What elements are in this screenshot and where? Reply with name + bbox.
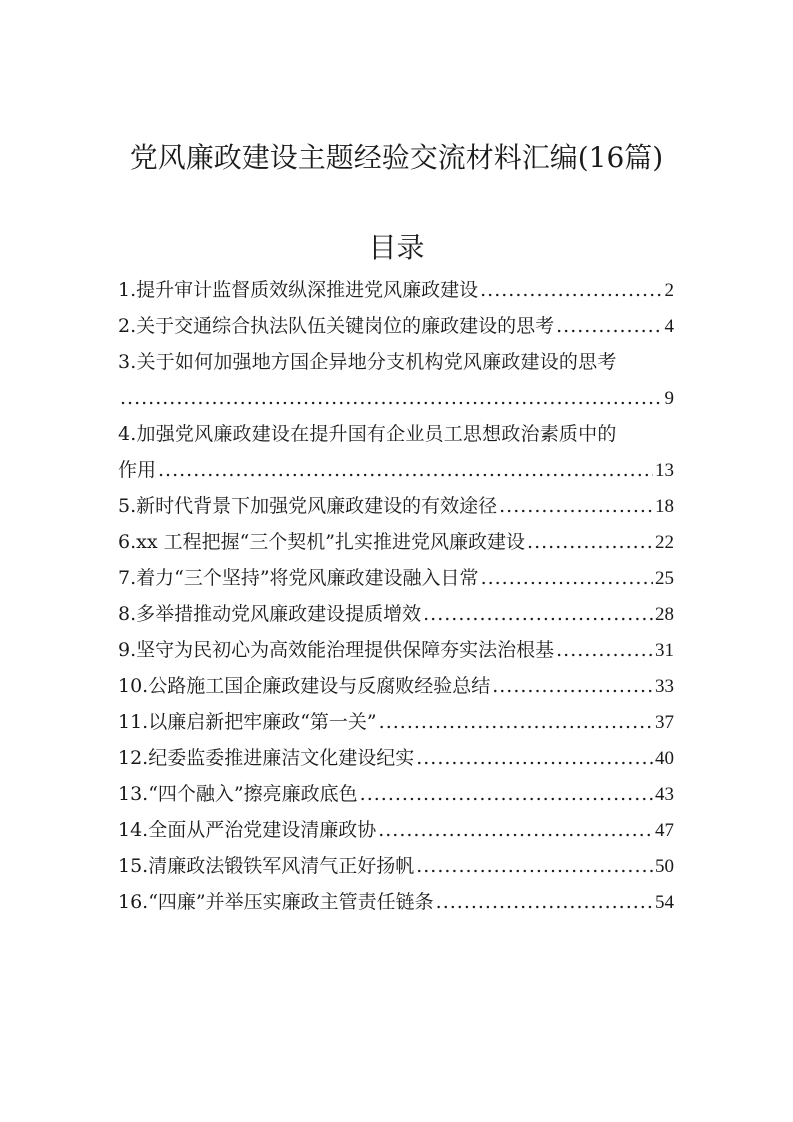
dot-leader (378, 812, 653, 848)
dot-leader (499, 488, 653, 524)
toc-entry-title: 12.纪委监委推进廉洁文化建设纪实 (118, 747, 415, 769)
dot-leader (416, 740, 653, 776)
toc-page-number: 22 (655, 532, 674, 553)
toc-entry-3[interactable] (118, 344, 674, 416)
toc-page-number: 4 (664, 316, 674, 337)
dot-leader (556, 632, 653, 668)
toc-entry-title: 6.xx 工程把握“三个契机”扎实推进党风廉政建设 (118, 531, 526, 553)
dot-leader (480, 272, 662, 308)
toc-entry-title: 9.坚守为民初心为高效能治理提供保障夯实法治根基 (118, 639, 555, 661)
toc-entry-11[interactable] (118, 704, 674, 740)
dot-leader (423, 596, 653, 632)
toc-entry-title: 1.提升审计监督质效纵深推进党风廉政建设 (118, 279, 479, 301)
toc-entry-15[interactable] (118, 848, 674, 884)
toc-entry-title: 8.多举措推动党风廉政建设提质增效 (118, 603, 422, 625)
toc-page-number: 31 (655, 640, 674, 661)
dot-leader (120, 380, 663, 416)
dot-leader (436, 884, 653, 920)
toc-entry-5[interactable] (118, 488, 674, 524)
document-title: 党风廉政建设主题经验交流材料汇编(16篇) (129, 141, 664, 174)
toc-page-number: 13 (655, 460, 674, 481)
dot-leader (556, 308, 662, 344)
toc-page-number: 40 (655, 748, 674, 769)
toc-page-number: 9 (664, 388, 674, 409)
toc-entry-14[interactable] (118, 812, 674, 848)
table-of-contents (118, 272, 674, 920)
toc-entry-12[interactable] (118, 740, 674, 776)
dot-leader (481, 560, 653, 596)
toc-entry-title: 13.“四个融入”擦亮廉政底色 (118, 783, 358, 805)
dot-leader (492, 668, 653, 704)
toc-page-number: 18 (655, 496, 674, 517)
toc-entry-4[interactable] (118, 416, 674, 488)
toc-page-number: 43 (655, 784, 674, 805)
dot-leader (416, 848, 653, 884)
toc-entry-title: 2.关于交通综合执法队伍关键岗位的廉政建设的思考 (118, 315, 555, 337)
toc-entry-title: 7.着力“三个坚持”将党风廉政建设融入日常 (118, 567, 479, 589)
toc-entry-title: 14.全面从严治党建设清廉政协 (118, 819, 377, 841)
toc-entry-title: 3.关于如何加强地方国企异地分支机构党风廉政建设的思考 (118, 351, 617, 373)
toc-entry-9[interactable] (118, 632, 674, 668)
toc-page-number: 37 (655, 712, 674, 733)
toc-entry-title: 4.加强党风廉政建设在提升国有企业员工思想政治素质中的 (118, 423, 617, 445)
toc-entry-title: 10.公路施工国企廉政建设与反腐败经验总结 (118, 675, 491, 697)
toc-page-number: 25 (655, 568, 674, 589)
toc-entry-title-continued: 作用 (118, 459, 157, 481)
toc-entry-title: 11.以廉启新把牢廉政“第一关” (118, 711, 377, 733)
dot-leader (379, 704, 653, 740)
dot-leader (360, 776, 653, 812)
toc-page-number: 54 (655, 892, 674, 913)
toc-entry-2[interactable] (118, 308, 674, 344)
toc-page-number: 33 (655, 676, 674, 697)
toc-entry-6[interactable] (118, 524, 674, 560)
toc-page-number: 2 (664, 280, 674, 301)
toc-entry-title: 16.“四廉”并举压实廉政主管责任链条 (118, 891, 434, 913)
toc-page-number: 50 (655, 856, 674, 877)
toc-page-number: 47 (655, 820, 674, 841)
toc-entry-16[interactable] (118, 884, 674, 920)
toc-heading: 目录 (368, 231, 425, 264)
toc-entry-title: 5.新时代背景下加强党风廉政建设的有效途径 (118, 495, 498, 517)
toc-entry-title: 15.清廉政法锻铁军风清气正好扬帆 (118, 855, 415, 877)
toc-entry-8[interactable] (118, 596, 674, 632)
toc-entry-7[interactable] (118, 560, 674, 596)
dot-leader (527, 524, 653, 560)
toc-page-number: 28 (655, 604, 674, 625)
dot-leader (158, 452, 653, 488)
toc-entry-1[interactable] (118, 272, 674, 308)
toc-entry-10[interactable] (118, 668, 674, 704)
toc-entry-13[interactable] (118, 776, 674, 812)
